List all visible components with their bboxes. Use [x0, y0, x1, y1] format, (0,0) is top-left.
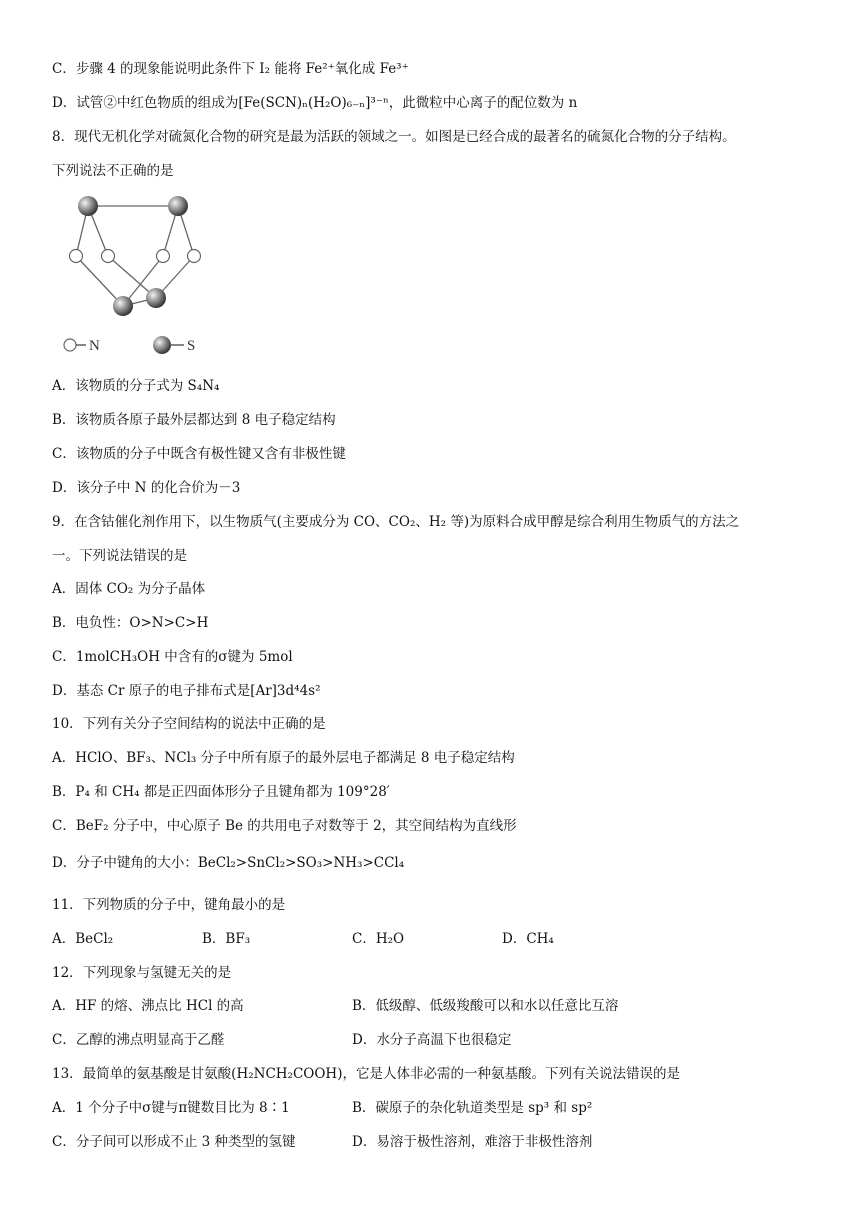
q13-option-c: C．分子间可以形成不止 3 种类型的氢键 — [52, 1134, 296, 1150]
s-atom — [78, 196, 98, 216]
q9-stem-line2: 一。下列说法错误的是 — [52, 548, 187, 564]
q8-option-c: C．该物质的分子中既含有极性键又含有非极性键 — [52, 446, 346, 462]
q9-stem-line1: 9．在含钴催化剂作用下，以生物质气(主要成分为 CO、CO₂、H₂ 等)为原料合成甲醇是综合利用生物质气的方法之 — [52, 514, 740, 530]
n-atom — [102, 250, 115, 263]
q10-option-d: D．分子中键角的大小：BeCl₂>SnCl₂>SO₃>NH₃>CCl₄ — [52, 855, 405, 871]
q8-option-b: B．该物质各原子最外层都达到 8 电子稳定结构 — [52, 412, 336, 428]
q12-option-c: C．乙醇的沸点明显高于乙醛 — [52, 1032, 225, 1048]
q10-option-a: A．HClO、BF₃、NCl₃ 分子中所有原子的最外层电子都满足 8 电子稳定结构 — [52, 750, 515, 766]
prev-option-c: C．步骤 4 的现象能说明此条件下 I₂ 能将 Fe²⁺氧化成 Fe³⁺ — [52, 61, 409, 77]
q11-option-a: A．BeCl₂ — [52, 931, 114, 947]
legend-s-label: S — [187, 338, 196, 354]
q9-option-b: B．电负性：O>N>C>H — [52, 615, 209, 631]
legend — [64, 336, 195, 354]
prev-option-d: D．试管②中红色物质的组成为[Fe(SCN)ₙ(H₂O)₆₋ₙ]³⁻ⁿ，此微粒中心离子的配位数为 n — [52, 95, 578, 111]
q12-stem: 12．下列现象与氢键无关的是 — [52, 965, 232, 981]
legend-n-label: N — [89, 338, 100, 354]
n-atoms — [70, 250, 201, 263]
q13-option-b: B．碳原子的杂化轨道类型是 sp³ 和 sp² — [352, 1100, 593, 1116]
q11-option-d: D．CH₄ — [502, 931, 554, 947]
q13-option-d: D．易溶于极性溶剂，难溶于非极性溶剂 — [352, 1134, 593, 1150]
q8-stem-line1: 8．现代无机化学对硫氮化合物的研究是最为活跃的领域之一。如图是已经合成的最著名的硫氮化合物的分子结构。 — [52, 129, 736, 145]
s4n4-structure-diagram — [58, 188, 238, 360]
q13-option-a: A．1 个分子中σ键与π键数目比为 8∶1 — [52, 1100, 290, 1116]
q9-option-a: A．固体 CO₂ 为分子晶体 — [52, 581, 206, 597]
q8-option-a: A．该物质的分子式为 S₄N₄ — [52, 378, 220, 394]
legend-n-symbol — [64, 339, 76, 351]
q10-option-c: C．BeF₂ 分子中，中心原子 Be 的共用电子对数等于 2，其空间结构为直线形 — [52, 818, 517, 834]
q11-option-b: B．BF₃ — [202, 931, 251, 947]
q13-stem: 13．最简单的氨基酸是甘氨酸(H₂NCH₂COOH)，它是人体非必需的一种氨基酸。下列有关说法错误的是 — [52, 1066, 680, 1082]
q12-option-b: B．低级醇、低级羧酸可以和水以任意比互溶 — [352, 998, 619, 1014]
q8-option-d: D．该分子中 N 的化合价为－3 — [52, 480, 241, 496]
n-atom — [157, 250, 170, 263]
s-atom — [113, 296, 133, 316]
q10-option-b: B．P₄ 和 CH₄ 都是正四面体形分子且键角都为 109°28′ — [52, 784, 390, 800]
q11-option-c: C．H₂O — [352, 931, 405, 947]
bonds — [76, 206, 194, 306]
n-atom — [188, 250, 201, 263]
s-atoms — [78, 196, 188, 316]
q9-option-c: C．1molCH₃OH 中含有的σ键为 5mol — [52, 649, 293, 665]
q12-option-a: A．HF 的熔、沸点比 HCl 的高 — [52, 998, 244, 1014]
q8-stem-line2: 下列说法不正确的是 — [52, 163, 174, 179]
s-atom — [168, 196, 188, 216]
s-atom — [146, 288, 166, 308]
q10-stem: 10．下列有关分子空间结构的说法中正确的是 — [52, 716, 326, 732]
q9-option-d: D．基态 Cr 原子的电子排布式是[Ar]3d⁴4s² — [52, 683, 321, 699]
q12-option-d: D．水分子高温下也很稳定 — [352, 1032, 512, 1048]
legend-s-symbol — [153, 336, 171, 354]
n-atom — [70, 250, 83, 263]
q11-stem: 11．下列物质的分子中，键角最小的是 — [52, 897, 286, 913]
